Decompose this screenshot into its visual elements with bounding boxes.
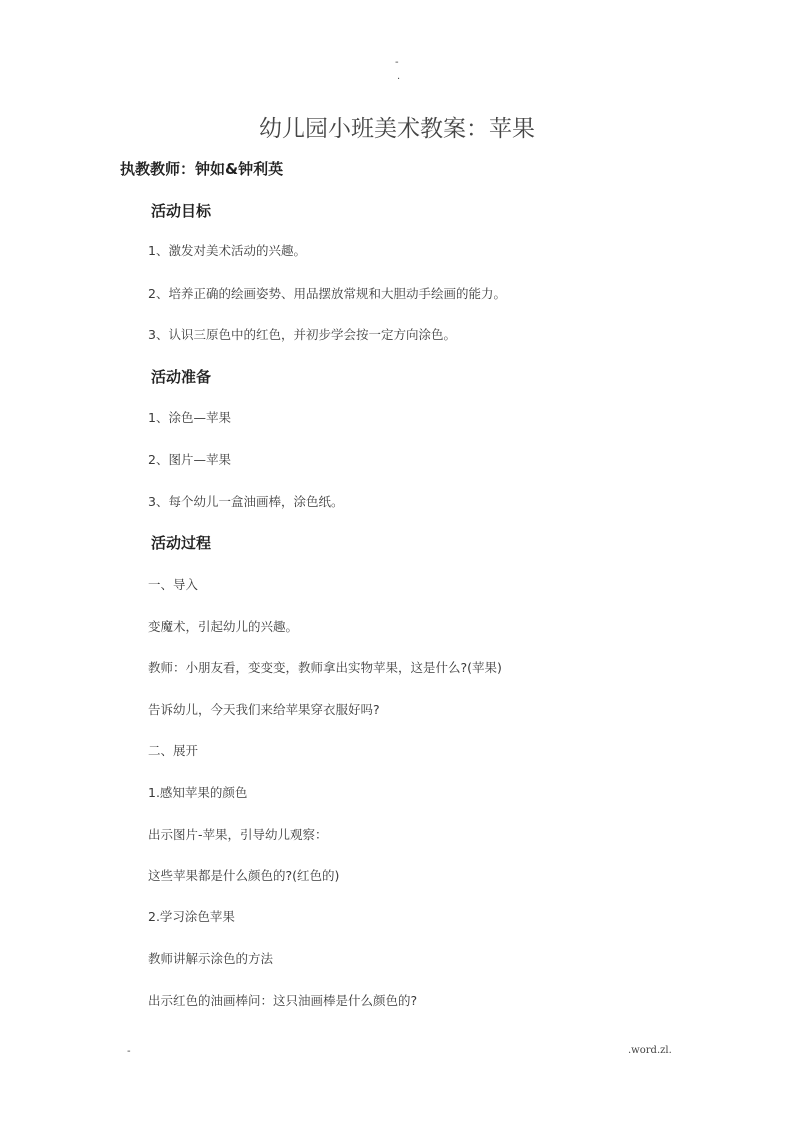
- process-item-3: 教师：小朋友看，变变变，教师拿出实物苹果，这是什么?(苹果): [148, 660, 502, 675]
- process-item-10: 教师讲解示涂色的方法: [148, 951, 274, 966]
- footer-left-dash: -: [127, 1046, 131, 1057]
- header-dash: -: [395, 57, 399, 68]
- process-item-1: 一、导入: [148, 577, 199, 592]
- process-item-2: 变魔术，引起幼儿的兴趣。: [148, 619, 299, 634]
- goal-item-3: 3、认识三原色中的红色，并初步学会按一定方向涂色。: [148, 327, 456, 342]
- header-dot: .: [397, 71, 401, 82]
- process-item-4: 告诉幼儿，今天我们来给苹果穿衣服好吗?: [148, 702, 380, 717]
- teacher-line: 执教教师：钟如&钟利英: [120, 160, 284, 178]
- process-item-11: 出示红色的油画棒问：这只油画棒是什么颜色的?: [148, 993, 418, 1008]
- prep-item-2: 2、图片—苹果: [148, 452, 231, 467]
- section-heading-process: 活动过程: [151, 534, 212, 552]
- process-item-6: 1.感知苹果的颜色: [148, 785, 248, 800]
- section-heading-goals: 活动目标: [151, 202, 212, 220]
- prep-item-1: 1、涂色—苹果: [148, 410, 231, 425]
- goal-item-1: 1、激发对美术活动的兴趣。: [148, 243, 306, 258]
- process-item-7: 出示图片-苹果，引导幼儿观察：: [148, 827, 328, 842]
- process-item-5: 二、展开: [148, 743, 199, 758]
- document-title: 幼儿园小班美术教案：苹果: [259, 116, 535, 142]
- section-heading-prep: 活动准备: [151, 368, 212, 386]
- process-item-9: 2.学习涂色苹果: [148, 909, 235, 924]
- process-item-8: 这些苹果都是什么颜色的?(红色的): [148, 868, 340, 883]
- footer-right-text: .word.zl.: [628, 1045, 672, 1056]
- prep-item-3: 3、每个幼儿一盒油画棒，涂色纸。: [148, 494, 344, 509]
- goal-item-2: 2、培养正确的绘画姿势、用品摆放常规和大胆动手绘画的能力。: [148, 286, 506, 301]
